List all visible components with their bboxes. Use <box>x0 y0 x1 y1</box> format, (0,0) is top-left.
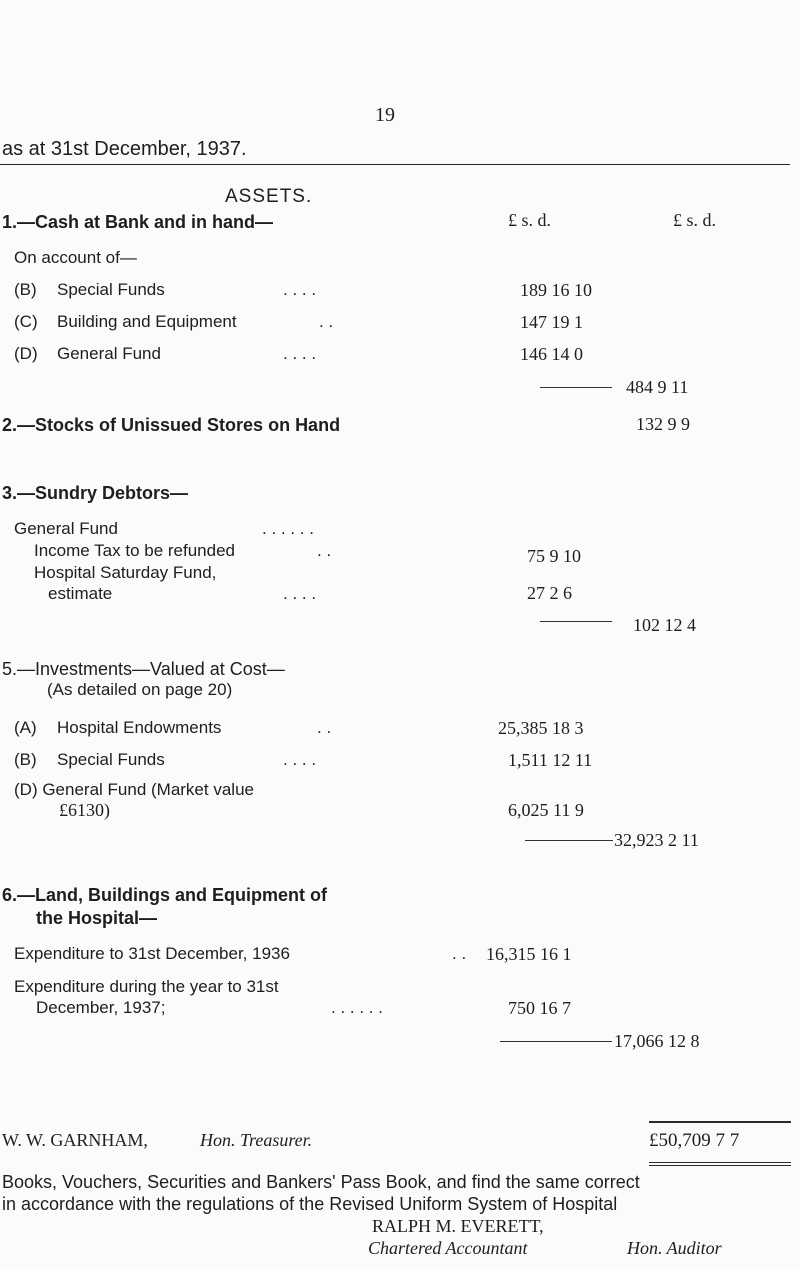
land-line: Expenditure to 31st December, 1936 <box>14 944 290 963</box>
treasurer-name: W. W. GARNHAM, <box>2 1130 148 1150</box>
investments-line: (D) General Fund (Market value <box>14 780 254 799</box>
leader-dots: . . <box>452 944 467 963</box>
subtotal-dash <box>540 387 612 388</box>
leader-dots: . . . . . . <box>262 519 314 538</box>
leader-dots: . . <box>319 312 334 331</box>
subtotal-dash <box>500 1041 612 1042</box>
leader-dots: . . . . <box>283 344 317 363</box>
investments-subheading: (As detailed on page 20) <box>47 680 233 699</box>
header-rule <box>0 164 790 165</box>
assets-title: ASSETS. <box>225 186 313 207</box>
debtors-line: estimate <box>48 584 113 603</box>
land-line: Expenditure during the year to 31st <box>14 977 279 996</box>
cash-line-label: General Fund <box>57 344 161 363</box>
column-header-1: £ s. d. <box>508 210 552 230</box>
cash-total: 484 9 11 <box>626 377 689 397</box>
cash-line-code: (C) <box>14 312 38 331</box>
debtors-amount: 27 2 6 <box>527 583 572 603</box>
debtors-line: Income Tax to be refunded <box>34 541 235 560</box>
cash-line-amount: 189 16 10 <box>520 280 592 300</box>
investments-line-amount: 25,385 18 3 <box>498 718 584 738</box>
investments-line-code: (B) <box>14 750 37 769</box>
investments-total: 32,923 2 11 <box>614 830 699 850</box>
investments-line-amount: 6,025 11 9 <box>508 800 584 820</box>
investments-line-label: Hospital Endowments <box>57 718 222 737</box>
land-amount: 750 16 7 <box>508 998 571 1018</box>
leader-dots: . . . . <box>283 750 317 769</box>
investments-line-label: Special Funds <box>57 750 165 769</box>
debtors-amount: 75 9 10 <box>527 546 581 566</box>
certification-line: Books, Vouchers, Securities and Bankers' Pass Book, and find the same correct <box>2 1172 640 1192</box>
stocks-heading: 2.—Stocks of Unissued Stores on Hand <box>2 415 341 435</box>
treasurer-title: Hon. Treasurer. <box>200 1130 313 1150</box>
cash-line-code: (D) <box>14 344 38 363</box>
debtors-line: Hospital Saturday Fund, <box>34 563 217 582</box>
date-heading: as at 31st December, 1937. <box>2 138 247 160</box>
stocks-total: 132 9 9 <box>636 414 690 434</box>
auditor-title: Hon. Auditor <box>627 1238 722 1258</box>
investments-line-amount: 1,511 12 11 <box>508 750 593 770</box>
column-header-2: £ s. d. <box>673 210 717 230</box>
debtors-line: General Fund <box>14 519 118 538</box>
land-heading: 6.—Land, Buildings and Equipment of <box>2 885 327 905</box>
cash-subheading: On account of— <box>14 248 137 267</box>
debtors-total: 102 12 4 <box>633 615 696 635</box>
leader-dots: . . . . . . <box>331 998 383 1017</box>
land-amount: 16,315 16 1 <box>486 944 572 964</box>
cash-heading: 1.—Cash at Bank and in hand— <box>2 212 274 232</box>
auditor-name: RALPH M. EVERETT, <box>372 1216 544 1236</box>
leader-dots: . . . . <box>283 280 317 299</box>
double-rule-top <box>649 1162 791 1163</box>
leader-dots: . . . . <box>283 584 317 603</box>
page-number: 19 <box>375 104 395 126</box>
investments-line-code: (A) <box>14 718 37 737</box>
investments-line: £6130) <box>59 800 110 820</box>
subtotal-dash <box>525 840 613 841</box>
total-rule <box>649 1121 791 1123</box>
leader-dots: . . <box>317 718 332 737</box>
land-line: December, 1937; <box>36 998 166 1017</box>
certification-line: in accordance with the regulations of the Revised Uniform System of Hospital <box>2 1194 618 1214</box>
investments-heading: 5.—Investments—Valued at Cost— <box>2 659 285 679</box>
cash-line-amount: 146 14 0 <box>520 344 583 364</box>
debtors-heading: 3.—Sundry Debtors— <box>2 483 189 503</box>
cash-line-amount: 147 19 1 <box>520 312 583 332</box>
land-heading: the Hospital— <box>36 908 158 928</box>
grand-total: £50,709 7 7 <box>649 1130 740 1151</box>
cash-line-code: (B) <box>14 280 37 299</box>
auditor-title: Chartered Accountant <box>368 1238 528 1258</box>
double-rule-bottom <box>649 1165 791 1166</box>
cash-line-label: Special Funds <box>57 280 165 299</box>
leader-dots: . . <box>317 541 332 560</box>
land-total: 17,066 12 8 <box>614 1031 700 1051</box>
cash-line-label: Building and Equipment <box>57 312 237 331</box>
subtotal-dash <box>540 621 612 622</box>
